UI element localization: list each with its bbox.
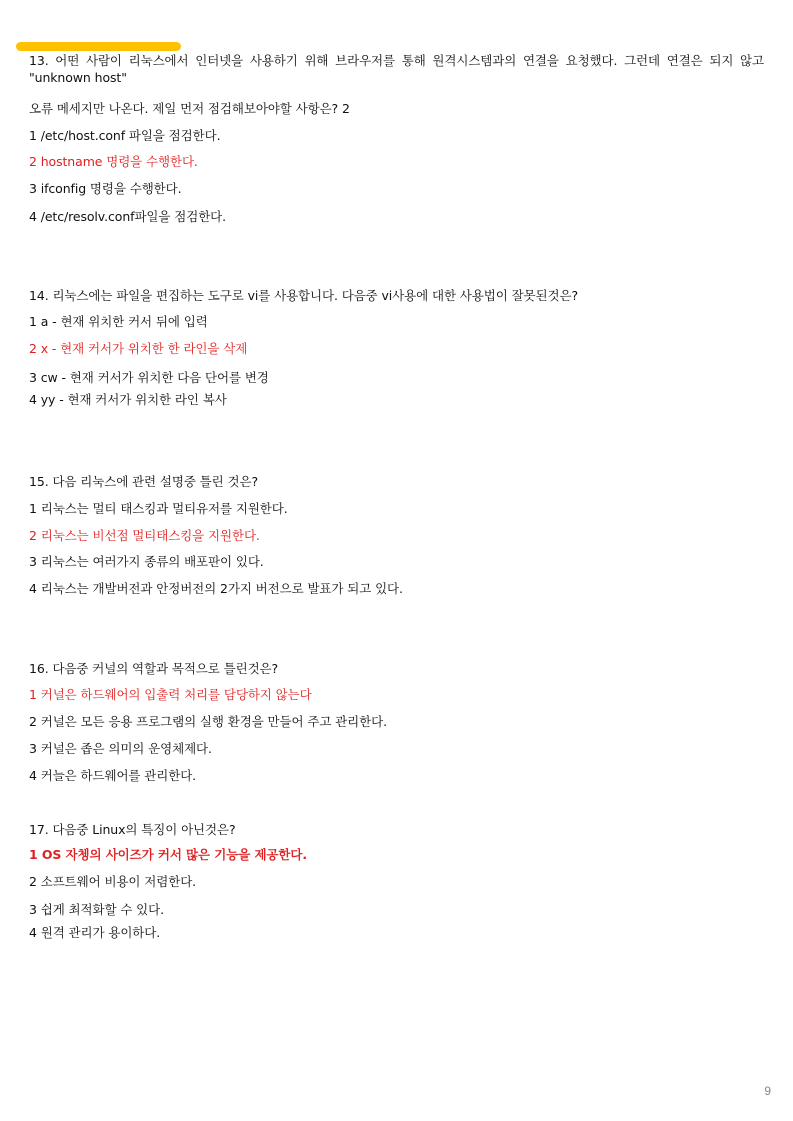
- q17-option-4: 4 원격 관리가 용이하다.: [29, 925, 161, 940]
- q16-option-1-answer: 1 커널은 하드웨어의 입출력 처리를 담당하지 않는다: [29, 687, 312, 702]
- q16-option-2: 2 커널은 모든 응용 프로그램의 실행 환경을 만들어 주고 관리한다.: [29, 714, 387, 729]
- q17-option-2: 2 소프트웨어 비용이 저렴한다.: [29, 874, 197, 889]
- q15-option-4: 4 리눅스는 개발버전과 안정버전의 2가지 버전으로 발표가 되고 있다.: [29, 581, 403, 596]
- q13-option-4: 4 /etc/resolv.conf파일을 점검한다.: [29, 209, 227, 224]
- q17-option-1-answer: 1 OS 자쳉의 사이즈가 커서 많은 기능을 제공한다.: [29, 847, 307, 862]
- question-14: 14. 리눅스에는 파일을 편집하는 도구로 vi를 사용합니다. 다음중 vi사용에 대한 사용법이 잘못된것은?: [29, 288, 578, 303]
- q15-option-2-answer: 2 리눅스는 비선점 멀티태스킹을 지원한다.: [29, 528, 260, 543]
- question-16: 16. 다음중 커널의 역할과 목적으로 틀린것은?: [29, 661, 279, 676]
- q15-option-3: 3 리눅스는 여러가지 종류의 배포판이 있다.: [29, 554, 264, 569]
- question-15: 15. 다음 리눅스에 관련 설명중 틀린 것은?: [29, 474, 258, 489]
- yellow-highlight-bar: [16, 42, 181, 51]
- q14-option-2-answer: 2 x - 현재 커서가 위치한 한 라인을 삭제: [29, 341, 248, 356]
- q17-option-3: 3 쉽게 최적화할 수 있다.: [29, 902, 164, 917]
- question-17: 17. 다음중 Linux의 특징이 아닌것은?: [29, 822, 236, 837]
- q14-option-4: 4 yy - 현재 커서가 위치한 라인 복사: [29, 392, 227, 407]
- q13-option-2-answer: 2 hostname 명령을 수행한다.: [29, 154, 198, 169]
- question-13-continuation: 오류 메세지만 나온다. 제일 먼저 점검해보아야할 사항은? 2: [29, 101, 350, 116]
- page-number: 9: [764, 1084, 771, 1098]
- q16-option-3: 3 커널은 좁은 의미의 운영체제다.: [29, 741, 212, 756]
- question-13: 13. 어떤 사람이 리눅스에서 인터넷을 사용하기 위해 브라우저를 통해 원격시스템과의 연결을 요청했다. 그런데 연결은 되지 않고 "unknown host": [29, 53, 764, 85]
- q14-option-3: 3 cw - 현재 커서가 위치한 다음 단어를 변경: [29, 370, 269, 385]
- q13-option-3: 3 ifconfig 명령을 수행한다.: [29, 181, 182, 196]
- q16-option-4: 4 커늘은 하드웨어를 관리한다.: [29, 768, 197, 783]
- q13-option-1: 1 /etc/host.conf 파일을 점검한다.: [29, 128, 221, 143]
- q14-option-1: 1 a - 현재 위치한 커서 뒤에 입력: [29, 314, 208, 329]
- q15-option-1: 1 리눅스는 멀티 태스킹과 멀티유저를 지원한다.: [29, 501, 288, 516]
